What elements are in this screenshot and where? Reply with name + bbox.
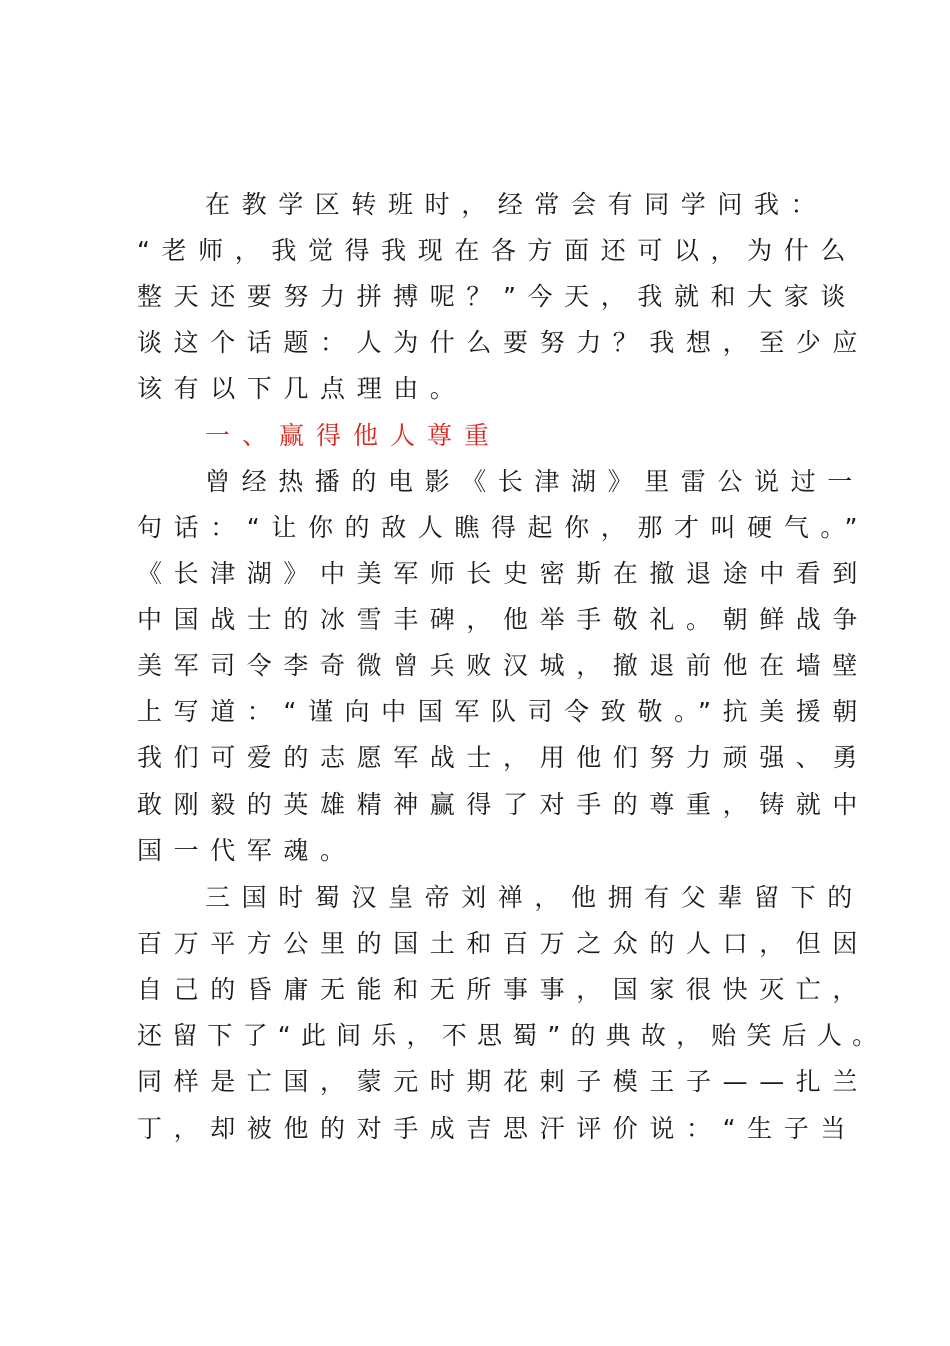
paragraph-1-line-3: 整天还要努力拼搏呢？”今天，我就和大家谈 [137, 282, 857, 311]
paragraph-1-line-2: “老师，我觉得我现在各方面还可以，为什么 [137, 236, 857, 265]
paragraph-2-line-3: 《长津湖》中美军师长史密斯在撤退途中看到 [137, 559, 870, 588]
paragraph-2-line-7: 我们可爱的志愿军战士，用他们努力顽强、勇 [137, 743, 870, 772]
paragraph-2-line-4: 中国战士的冰雪丰碑，他举手敬礼。朝鲜战争 [137, 605, 870, 634]
paragraph-2-line-2: 句话：“让你的敌人瞧得起你，那才叫硬气。” [137, 513, 870, 542]
paragraph-3-line-3: 自己的昏庸无能和无所事事，国家很快灭亡， [137, 975, 870, 1004]
paragraph-3-line-2: 百万平方公里的国土和百万之众的人口，但因 [137, 929, 870, 958]
paragraph-1-line-5: 该有以下几点理由。 [137, 374, 467, 403]
section-heading: 一、赢得他人尊重 [205, 421, 502, 450]
paragraph-3-line-1: 三国时蜀汉皇帝刘禅，他拥有父辈留下的 [205, 883, 864, 912]
paragraph-3-line-6: 丁，却被他的对手成吉思汗评价说：“生子当 [137, 1114, 857, 1143]
paragraph-2-line-1: 曾经热播的电影《长津湖》里雷公说过一 [205, 467, 864, 496]
paragraph-3-line-4: 还留下了“此间乐，不思蜀”的典故，贻笑后人。 [137, 1021, 888, 1050]
paragraph-1-line-4: 谈这个话题：人为什么要努力？我想，至少应 [137, 328, 870, 357]
paragraph-2-line-9: 国一代军魂。 [137, 836, 357, 865]
paragraph-3-line-5: 同样是亡国，蒙元时期花剌子模王子——扎兰 [137, 1067, 870, 1096]
paragraph-1-line-1: 在教学区转班时，经常会有同学问我： [205, 190, 828, 219]
paragraph-2-line-5: 美军司令李奇微曾兵败汉城，撤退前他在墙壁 [137, 651, 870, 680]
paragraph-2-line-8: 敢刚毅的英雄精神赢得了对手的尊重，铸就中 [137, 790, 870, 819]
paragraph-2-line-6: 上写道：“谨向中国军队司令致敬。”抗美援朝 [137, 697, 870, 726]
